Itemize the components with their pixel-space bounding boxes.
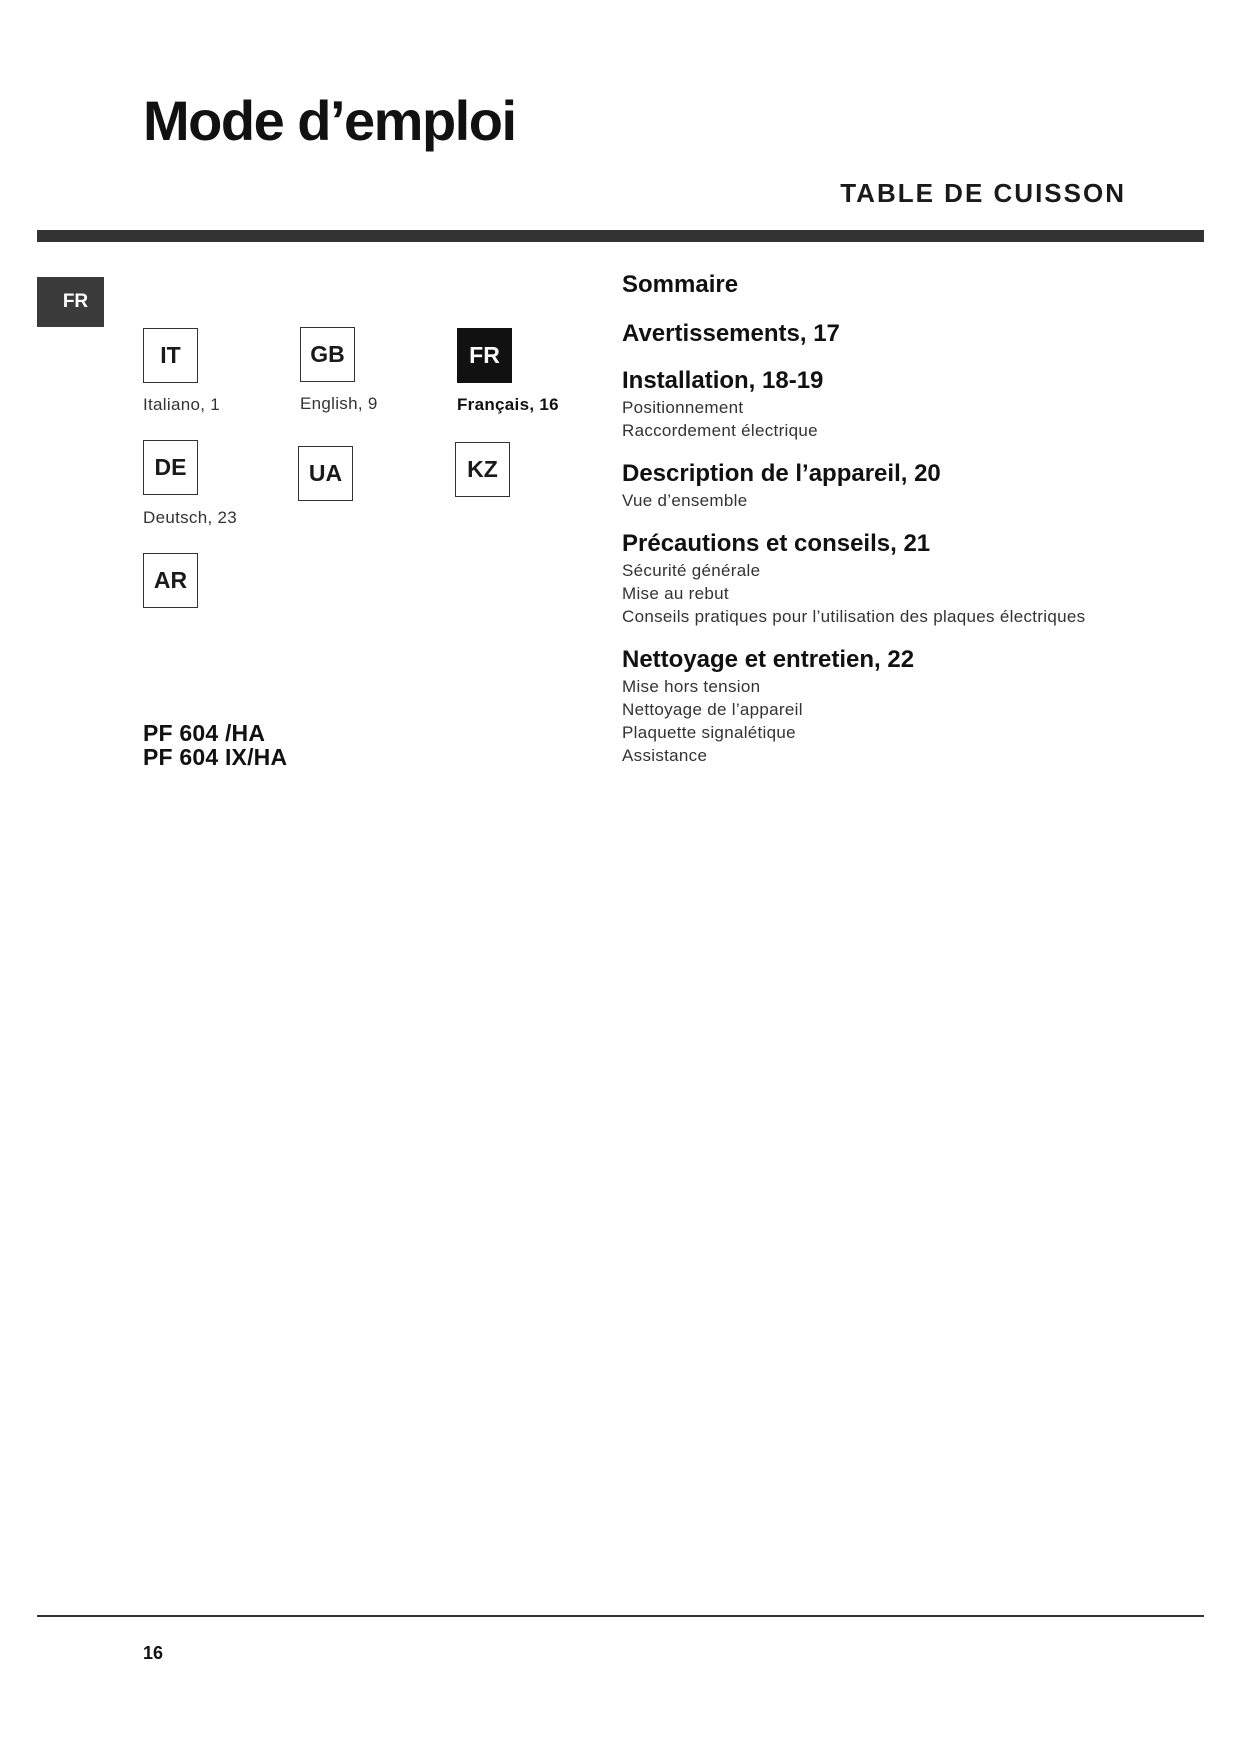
language-box-ar[interactable]: AR [143, 553, 198, 608]
toc-item[interactable]: Positionnement [622, 398, 744, 417]
page-title: Mode d’emploi [143, 89, 516, 152]
toc-section-title[interactable]: Précautions et conseils, 21 [622, 530, 931, 557]
toc-section-precautions [622, 529, 1182, 628]
toc-heading: Sommaire [622, 271, 739, 298]
footer-divider [37, 1615, 1204, 1617]
language-box-ua[interactable]: UA [298, 446, 353, 501]
language-label-fr: Français, 16 [457, 395, 559, 414]
language-side-tab: FR [37, 277, 104, 327]
language-box-it[interactable]: IT [143, 328, 198, 383]
language-label-de: Deutsch, 23 [143, 508, 238, 527]
language-box-fr[interactable]: FR [457, 328, 512, 383]
toc-item[interactable]: Plaquette signalétique [622, 723, 796, 742]
toc-item[interactable]: Vue d’ensemble [622, 491, 748, 510]
table-of-contents [622, 270, 1182, 784]
toc-section-title[interactable]: Avertissements, 17 [622, 320, 840, 347]
language-box-de[interactable]: DE [143, 440, 198, 495]
toc-section-title[interactable]: Description de l’appareil, 20 [622, 460, 941, 487]
toc-section-warnings [622, 319, 1182, 349]
toc-section-title[interactable]: Nettoyage et entretien, 22 [622, 646, 915, 673]
toc-section-title[interactable]: Installation, 18-19 [622, 367, 824, 394]
page-number: 16 [143, 1643, 164, 1663]
toc-section-installation [622, 366, 1182, 442]
language-box-gb[interactable]: GB [300, 327, 355, 382]
language-box-kz[interactable]: KZ [455, 442, 510, 497]
toc-section-description [622, 459, 1182, 512]
language-label-gb: English, 9 [300, 394, 378, 413]
toc-item[interactable]: Assistance [622, 746, 708, 765]
toc-section-cleaning [622, 645, 1182, 767]
toc-item[interactable]: Mise hors tension [622, 677, 761, 696]
toc-item[interactable]: Conseils pratiques pour l’utilisation des plaques électriques [622, 607, 1086, 626]
header-divider [37, 230, 1204, 242]
model-number: PF 604 /HA [143, 720, 266, 746]
model-number: PF 604 IX/HA [143, 744, 288, 770]
toc-item[interactable]: Raccordement électrique [622, 421, 818, 440]
language-label-it: Italiano, 1 [143, 395, 221, 414]
toc-item[interactable]: Nettoyage de l’appareil [622, 700, 803, 719]
toc-item[interactable]: Mise au rebut [622, 584, 729, 603]
toc-item[interactable]: Sécurité générale [622, 561, 761, 580]
document-subtitle: TABLE DE CUISSON [840, 178, 1126, 208]
